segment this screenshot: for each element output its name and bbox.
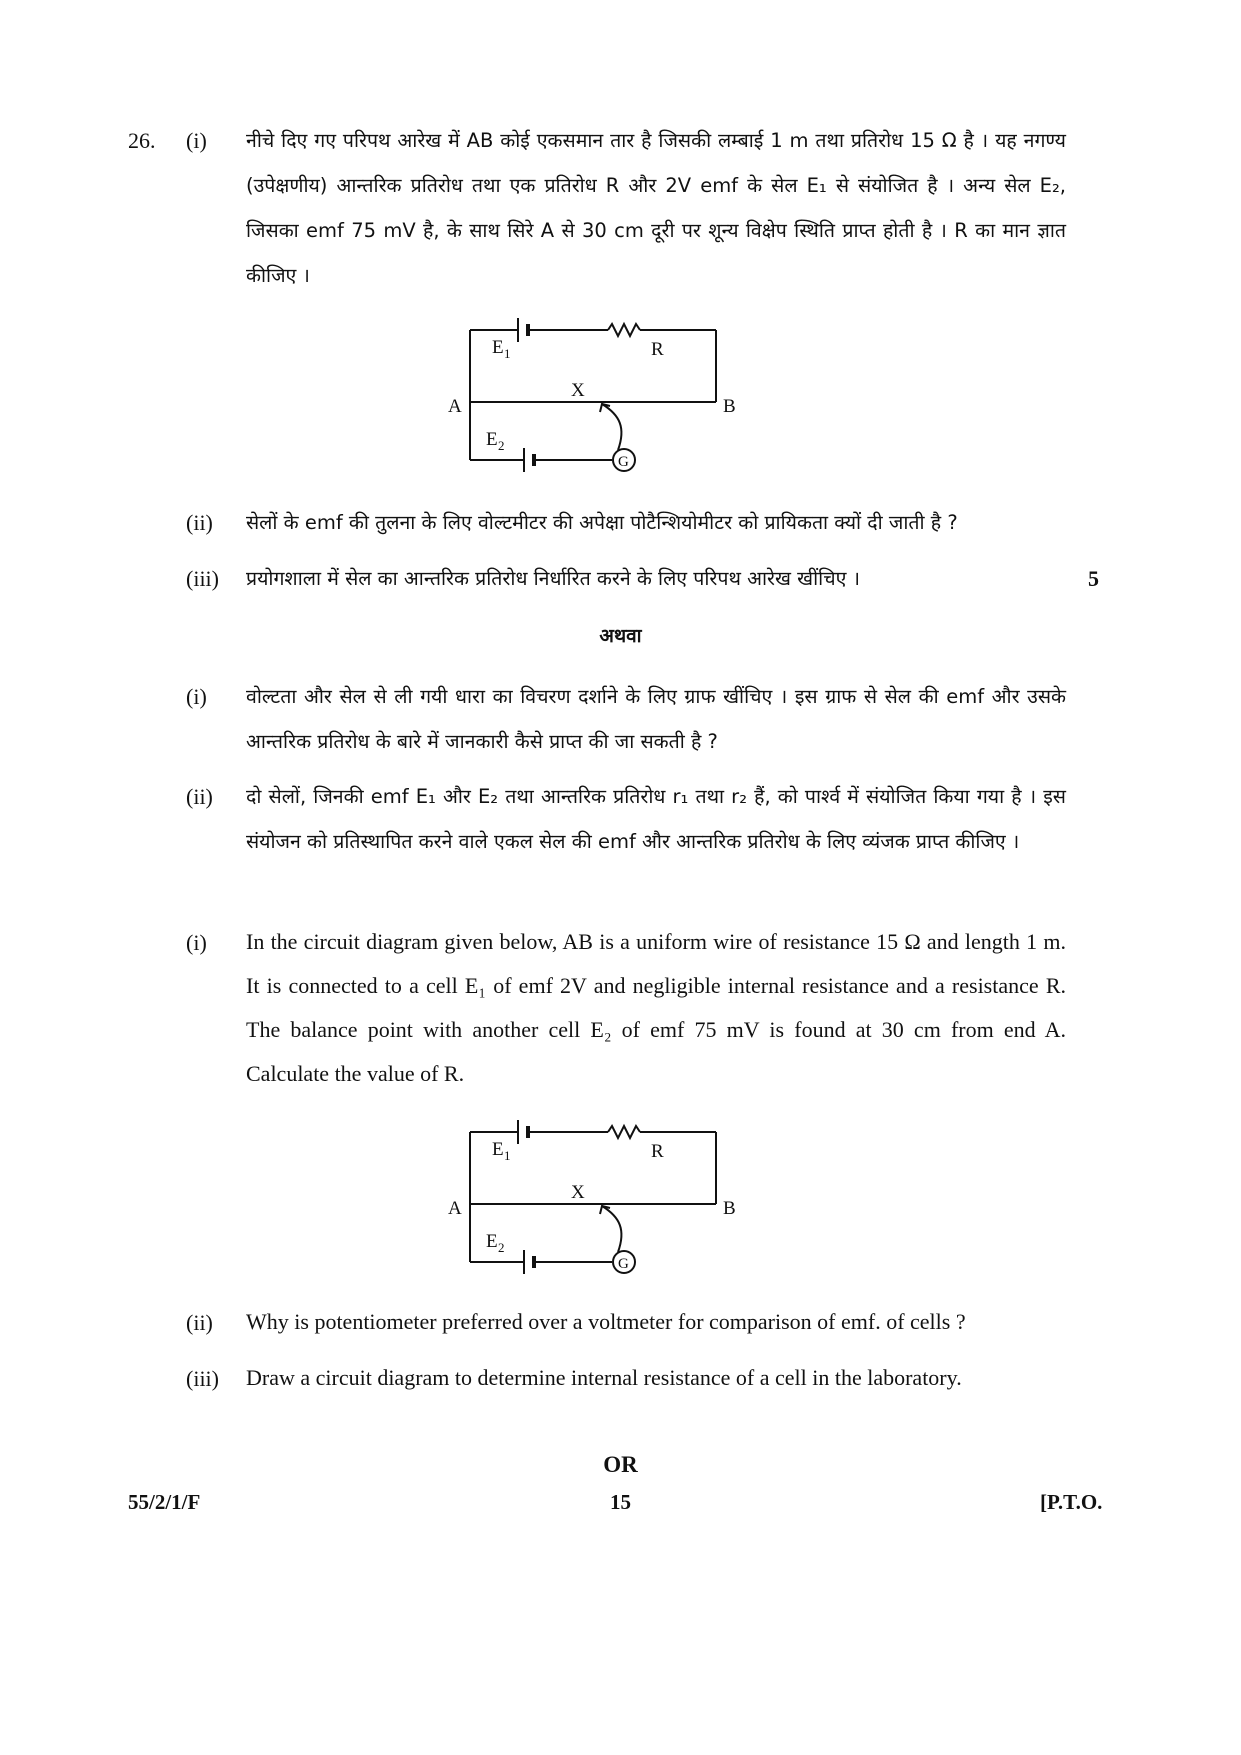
cell1-label: E <box>492 337 504 358</box>
or-label-english: OR <box>603 1452 638 1477</box>
question-number: 26. <box>128 128 156 153</box>
part-text: दो सेलों, जिनकी emf E₁ और E₂ तथा आन्तरिक प्रतिरोध r₁ तथा r₂ हैं, को पार्श्व में संयोजित किया गया है । इस संयोजन को प्रतिस्थापित करने वाले एकल सेल की emf और आन्तरिक प्रतिरोध के लिए व्यंजक प्राप्त कीजिए । <box>246 785 1066 853</box>
pto-label: [P.T.O. <box>1040 1490 1103 1514</box>
part-text: वोल्टता और सेल से ली गयी धारा का विचरण दर्शाने के लिए ग्राफ खींचिए । इस ग्राफ से सेल की emf और उसके आन्तरिक प्रतिरोध के बारे में जानकारी कैसे प्राप्त की जा सकती है ? <box>246 685 1066 753</box>
part-text: सेलों के emf की तुलना के लिए वोल्टमीटर की अपेक्षा पोटैन्शियोमीटर को प्रायिकता क्यों दी जाती है ? <box>246 511 958 534</box>
cell1-sub: 1 <box>504 346 511 361</box>
part-label: (iii) <box>186 566 219 591</box>
resistor-label: R <box>651 1141 664 1162</box>
part-text: नीचे दिए गए परिपथ आरेख में AB कोई एकसमान तार है जिसकी लम्बाई 1 m तथा प्रतिरोध 15 Ω है । यह नगण्य (उपेक्षणीय) आन्तरिक प्रतिरोध तथा एक प्रतिरोध R और 2V emf के सेल E₁ से संयोजित है । अन्य सेल E₂, जिसका emf 75 mV है, के साथ सिरे A से 30 cm दूरी पर शून्य विक्षेप स्थिति प्राप्त होती है । R का मान ज्ञात कीजिए । <box>246 129 1066 287</box>
part-text: Draw a circuit diagram to determine internal resistance of a cell in the laboratory. <box>246 1365 962 1390</box>
galvanometer-label: G <box>618 454 629 470</box>
part-label: (ii) <box>186 510 213 535</box>
cell2-sub: 2 <box>498 438 505 453</box>
page-number: 15 <box>610 1490 631 1514</box>
part-label: (i) <box>186 128 207 153</box>
part-label: (ii) <box>186 784 213 809</box>
cell2-sub: 2 <box>498 1240 505 1255</box>
paper-code: 55/2/1/F <box>128 1490 201 1514</box>
resistor-label: R <box>651 339 664 360</box>
galvanometer-label: G <box>618 1256 629 1272</box>
end-b-label: B <box>723 396 736 417</box>
end-a-label: A <box>448 396 462 417</box>
or-label-hindi: अथवा <box>599 625 642 647</box>
jockey-label: X <box>571 1182 585 1203</box>
part-label: (ii) <box>186 1310 213 1335</box>
part-label: (iii) <box>186 1366 219 1391</box>
jockey-label: X <box>571 380 585 401</box>
cell2-label: E <box>486 429 498 450</box>
cell1-label: E <box>492 1139 504 1160</box>
part-label: (i) <box>186 930 207 955</box>
part-text: In the circuit diagram given below, AB is a uniform wire of resistance 15 Ω and length 1 m. It is connected to a cell E₁ of emf 2V and negligible internal resistance and a resistance R. The balance point with another cell E₂ of emf 75 mV is found at 30 cm from end A. Calculate the value of R. <box>246 929 1066 1086</box>
end-a-label: A <box>448 1198 462 1219</box>
part-text: Why is potentiometer preferred over a voltmeter for comparison of emf. of cells ? <box>246 1309 966 1334</box>
cell1-sub: 1 <box>504 1148 511 1163</box>
marks: 5 <box>1088 566 1099 591</box>
cell2-label: E <box>486 1231 498 1252</box>
part-label: (i) <box>186 684 207 709</box>
end-b-label: B <box>723 1198 736 1219</box>
circuit-diagram-english <box>440 1102 740 1292</box>
part-text: प्रयोगशाला में सेल का आन्तरिक प्रतिरोध निर्धारित करने के लिए परिपथ आरेख खींचिए । <box>246 567 860 590</box>
circuit-diagram-hindi <box>440 300 740 490</box>
